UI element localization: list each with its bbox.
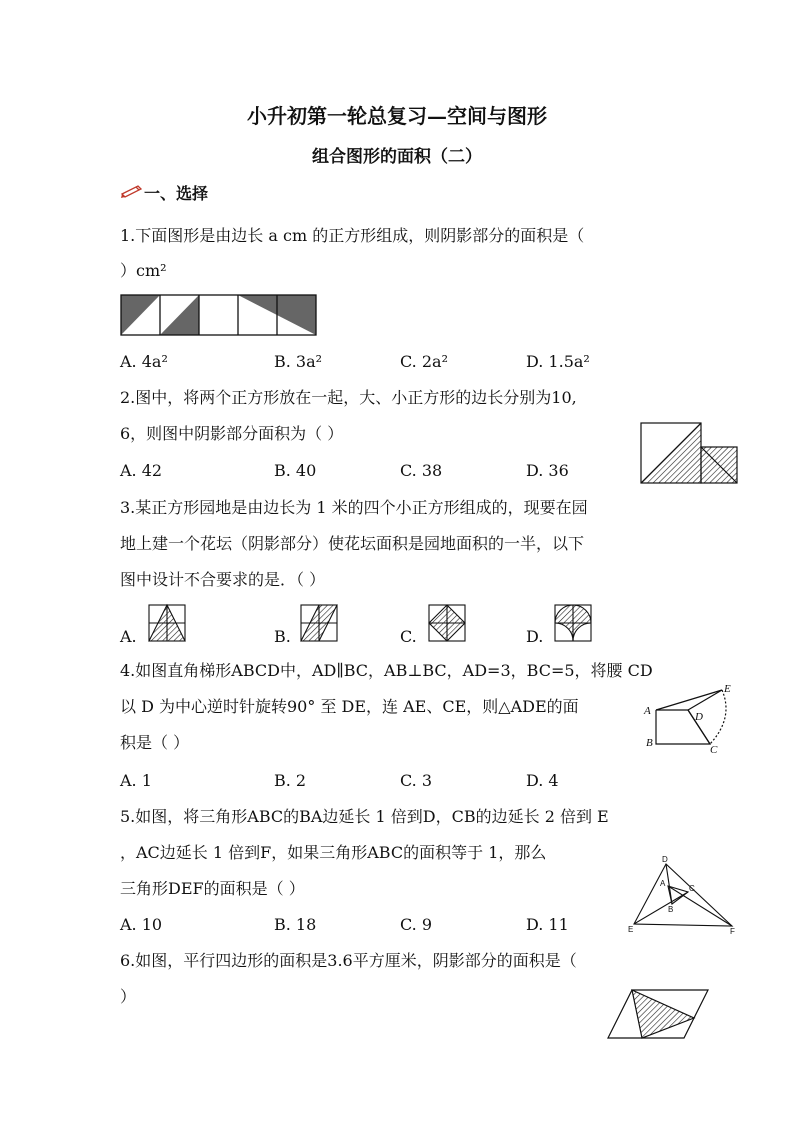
q5-option-c: C. 9 (400, 915, 433, 934)
q5-label-f: F (730, 927, 735, 936)
page-subtitle: 组合图形的面积（二） (312, 147, 482, 167)
q4-figure (642, 682, 738, 754)
section-heading: 一、选择 (144, 184, 209, 203)
q1-shade-2 (160, 295, 199, 335)
q1-option-d: D. 1.5a² (526, 352, 590, 371)
q5-line-3: 三角形DEF的面积是（ ） (120, 879, 305, 898)
q5-label-a: A (660, 879, 666, 888)
q4-label-c: C (710, 744, 718, 756)
q3-line-2: 地上建一个花坛（阴影部分）使花坛面积是园地面积的一半，以下 (120, 534, 585, 553)
q5-label-b: B (668, 905, 674, 914)
q2-option-b: B. 40 (274, 461, 317, 480)
q4-option-a: A. 1 (120, 771, 152, 790)
q5-line-1: 5.如图，将三角形ABC的BA边延长 1 倍到D，CB的边延长 2 倍到 E (120, 807, 609, 826)
q1-shade-1 (121, 295, 160, 335)
q4-line-2: 以 D 为中心逆时针旋转90° 至 DE，连 AE、CE，则△ADE的面 (120, 697, 579, 716)
q2-line-1: 2.图中，将两个正方形放在一起，大、小正方形的边长分别为10, (120, 388, 577, 407)
q1-line-2: ）cm² (120, 261, 167, 280)
q4-line-1: 4.如图直角梯形ABCD中，AD∥BC，AB⊥BC，AD=3，BC=5，将腰 CD (120, 661, 653, 680)
q1-figure (120, 294, 318, 336)
q1-line-1: 1.下面图形是由边长 a cm 的正方形组成，则阴影部分的面积是（ (120, 226, 585, 245)
q2-line-2: 6，则图中阴影部分面积为（ ） (120, 424, 344, 443)
q4-label-a: A (644, 705, 651, 717)
q5-option-d: D. 11 (526, 915, 569, 934)
q6-line-1: 6.如图，平行四边形的面积是3.6平方厘米，阴影部分的面积是（ (120, 951, 577, 970)
q5-option-b: B. 18 (274, 915, 317, 934)
q5-label-d: D (662, 855, 668, 864)
q2-option-d: D. 36 (526, 461, 569, 480)
q1-option-a: A. 4a² (120, 352, 168, 371)
q2-option-a: A. 42 (120, 461, 163, 480)
q5-label-e: E (628, 925, 634, 934)
q3-figure-a (148, 604, 186, 642)
q3-figure-d (554, 604, 592, 642)
q3-line-3: 图中设计不合要求的是．（ ） (120, 570, 326, 589)
q5-figure (626, 854, 738, 936)
q2-option-c: C. 38 (400, 461, 443, 480)
q1-option-c: C. 2a² (400, 352, 448, 371)
q4-label-e: E (724, 683, 731, 695)
q3-figure-c (428, 604, 466, 642)
q6-figure (606, 988, 710, 1040)
q5-label-c: C (689, 884, 695, 893)
q5-option-a: A. 10 (120, 915, 163, 934)
q4-line-3: 积是（ ） (120, 733, 190, 752)
q3-option-b: B. (274, 627, 291, 646)
q4-label-d: D (695, 711, 703, 723)
q3-option-a: A. (120, 627, 137, 646)
q1-option-b: B. 3a² (274, 352, 323, 371)
q3-option-d: D. (526, 627, 544, 646)
q4-option-c: C. 3 (400, 771, 433, 790)
q6-line-2: ） (120, 987, 137, 1006)
page-title: 小升初第一轮总复习—空间与图形 (247, 104, 547, 128)
q3-option-c: C. (400, 627, 417, 646)
q4-option-b: B. 2 (274, 771, 307, 790)
q4-label-b: B (646, 737, 653, 749)
q5-line-2: ，AC边延长 1 倍到F，如果三角形ABC的面积等于 1，那么 (120, 843, 547, 862)
pencil-icon (120, 182, 144, 198)
q3-figure-b (300, 604, 338, 642)
q3-line-1: 3.某正方形园地是由边长为 1 米的四个小正方形组成的，现要在园 (120, 498, 588, 517)
q2-figure (640, 422, 746, 484)
q4-option-d: D. 4 (526, 771, 559, 790)
